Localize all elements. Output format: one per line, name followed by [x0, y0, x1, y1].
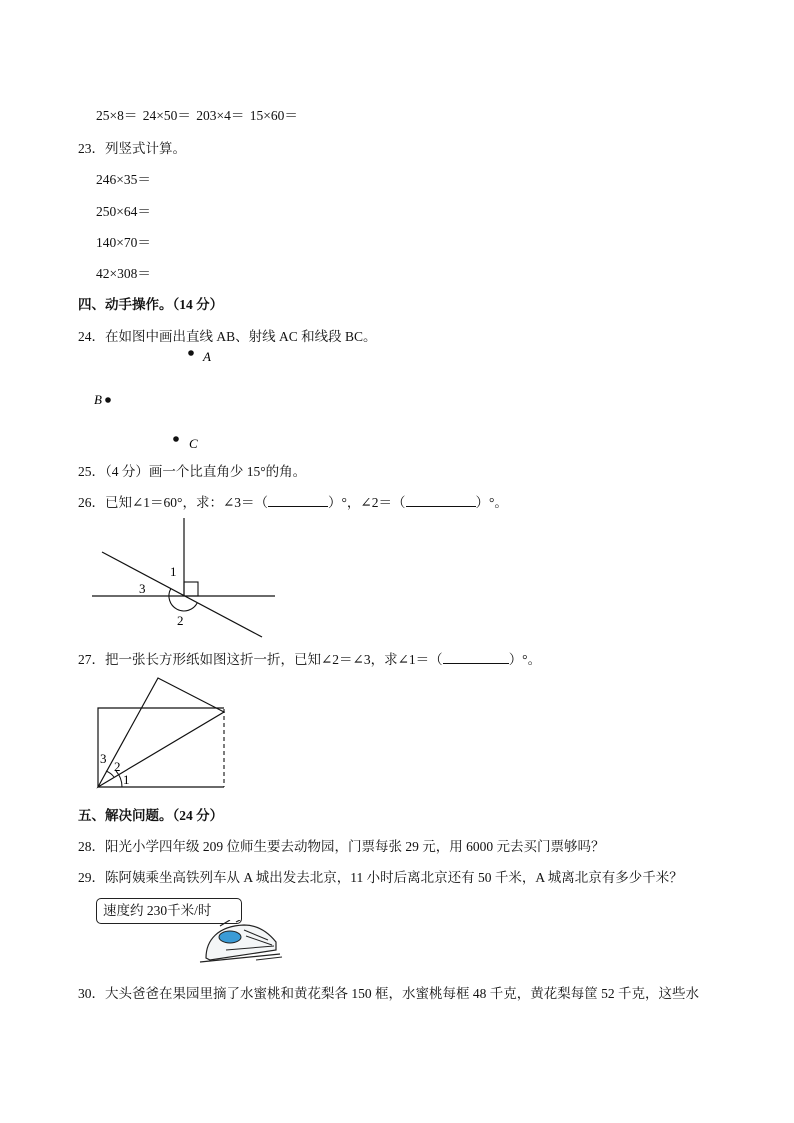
- q27-angle1-label: 1: [123, 772, 130, 787]
- q26-angle2-label: 2: [177, 613, 184, 628]
- q23-title: 23．列竖式计算。: [78, 141, 186, 156]
- q27-prefix: 27．把一张长方形纸如图这折一折，已知∠2＝∠3，求∠1＝（: [78, 652, 443, 667]
- point-c-dot: [173, 436, 179, 442]
- train-icon: [196, 920, 286, 965]
- q27-text: [78, 648, 541, 668]
- q29-speed-bubble-text: 速度约 230千米/时: [103, 903, 212, 918]
- point-a-label: A: [203, 349, 211, 364]
- q29-text: 29．陈阿姨乘坐高铁列车从 A 城出发去北京，11 小时后离北京还有 50 千米，A 城离北京有多少千米？: [78, 870, 683, 885]
- section-4-heading: 四、动手操作。（14 分）: [78, 297, 224, 312]
- q27-angle2-arc: [106, 771, 114, 777]
- q24-points-figure: [0, 340, 300, 455]
- q23-item-2: 250×64＝: [96, 204, 151, 219]
- q27-angle3-label: 3: [100, 751, 107, 766]
- q26-middle: ）°，∠2＝（: [328, 495, 406, 510]
- point-a-dot: [188, 350, 194, 356]
- q23-item-1: 246×35＝: [96, 172, 151, 187]
- q27-fold-figure: [0, 670, 300, 795]
- q28-text: 28．阳光小学四年级 209 位师生要去动物园，门票每张 29 元，用 6000 元去买门票够吗？: [78, 839, 605, 854]
- point-b-label: B: [94, 392, 102, 407]
- q23-item-4: 42×308＝: [96, 266, 151, 281]
- q26-angle-figure: [0, 512, 300, 642]
- q25-text: 25．（4 分）画一个比直角少 15°的角。: [78, 464, 307, 479]
- q26-suffix: ）°。: [475, 495, 508, 510]
- section-5-heading: 五、解决问题。（24 分）: [78, 808, 224, 823]
- q27-angle2-label: 2: [114, 759, 121, 774]
- q26-text: [78, 491, 508, 511]
- q26-right-angle-mark: [184, 582, 198, 596]
- q23-item-3: 140×70＝: [96, 235, 151, 250]
- point-c-label: C: [189, 436, 198, 451]
- q27-suffix: ）°。: [508, 652, 542, 667]
- q27-folded-dashed-edges: [162, 708, 224, 787]
- point-b-dot: [105, 397, 111, 403]
- q30-text: 30．大头爸爸在果园里摘了水蜜桃和黄花梨各 150 框，水蜜桃每框 48 千克，黄花梨每筐 52 千克，这些水: [78, 986, 699, 1001]
- q26-angle3-label: 3: [139, 581, 146, 596]
- q26-angle2-blank[interactable]: [406, 494, 476, 507]
- q22-calc-row: 25×8＝ 24×50＝ 203×4＝ 15×60＝: [96, 108, 298, 123]
- q26-prefix: 26．已知∠1＝60°，求：∠3＝（: [78, 495, 269, 510]
- q27-angle1-blank[interactable]: [443, 651, 509, 664]
- q24-text: 24．在如图中画出直线 AB、射线 AC 和线段 BC。: [78, 329, 377, 344]
- q26-angle1-label: 1: [170, 564, 177, 579]
- q26-angle3-blank[interactable]: [268, 494, 328, 507]
